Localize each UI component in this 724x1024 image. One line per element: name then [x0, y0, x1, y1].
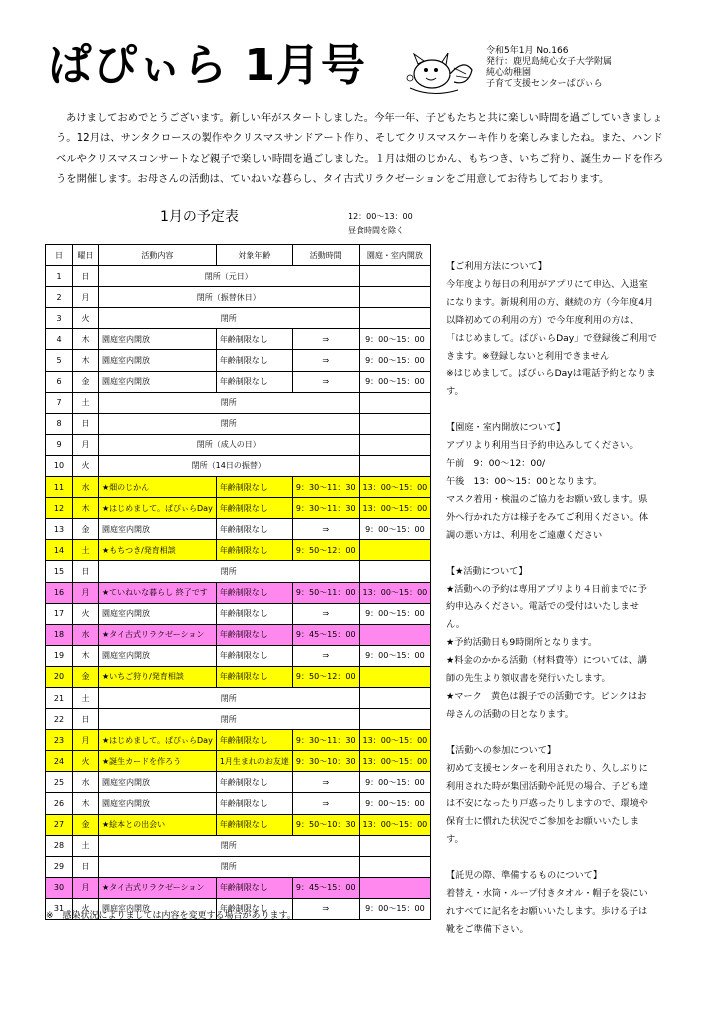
closed-cell: 閉所: [99, 687, 360, 708]
mascot-illustration: [402, 48, 478, 100]
info-line: ★料金のかかる活動（材料費等）については、講: [446, 655, 647, 667]
activity-cell: ★はじめまして。ぱぴぃらDay: [99, 498, 217, 519]
greeting-paragraph: あけましておめでとうございます。新しい年がスタートしました。今年一年、子どもたちと共に楽しい時間を過ごしていきましょう。12月は、サンタクロースの製作やクリスマスサンドアート作り、そしてクリスマスケーキ作りを楽しみましたね。また、ハンドベルやクリスマスコンサートなど親子で楽しい時間を過ごしました。１月は畑のじかん、もちつき、いちご狩り、誕生カードを作ろうを開催します。お母さんの活動は、ていねいな暮らし、タイ古式リラクゼーションをご用意してお待ちしております。: [56, 112, 664, 185]
info-section: [446, 867, 714, 939]
weekday-cell: 水: [73, 624, 99, 645]
day-cell: 9: [46, 434, 73, 455]
day-cell: 17: [46, 603, 73, 624]
info-line: 午後 13：00～15：00となります。: [446, 475, 603, 487]
footnote: ※ 感染状況によりましては内容を変更する場合があります。: [46, 911, 296, 921]
time-cell: ⇒: [292, 329, 359, 350]
table-row: [46, 287, 431, 308]
closed-cell: 閉所: [99, 413, 360, 434]
day-cell: 11: [46, 477, 73, 498]
day-cell: 8: [46, 413, 73, 434]
info-heading: 【★活動について】: [446, 565, 528, 577]
day-cell: 7: [46, 392, 73, 413]
open-hours-cell: [359, 624, 431, 645]
table-row: [46, 392, 431, 413]
open-hours-cell: [359, 434, 431, 455]
age-cell: 年齢制限なし: [216, 814, 292, 835]
day-cell: 5: [46, 350, 73, 371]
table-row: [46, 561, 431, 582]
age-cell: 年齢制限なし: [216, 772, 292, 793]
info-line: きます。※登録しないと利用できません: [446, 350, 610, 362]
table-header-row: [46, 245, 431, 266]
table-row: [46, 751, 431, 772]
age-cell: 年齢制限なし: [216, 877, 292, 898]
day-cell: 14: [46, 540, 73, 561]
day-cell: 28: [46, 835, 73, 856]
time-cell: ⇒: [292, 350, 359, 371]
activity-cell: ★もちつき/発育相談: [99, 540, 217, 561]
table-row: [46, 793, 431, 814]
day-cell: 19: [46, 645, 73, 666]
info-heading: 【活動への参加について】: [446, 744, 557, 756]
open-hours-cell: 13：00～15：00: [359, 814, 431, 835]
activity-cell: 園庭室内開放: [99, 898, 217, 919]
info-line: ★予約活動日も9時開所となります。: [446, 637, 598, 649]
info-line: 師の先生より領収書を発行いたします。: [446, 673, 611, 685]
weekday-cell: 金: [73, 519, 99, 540]
table-row: [46, 645, 431, 666]
activity-cell: ★絵本との出会い: [99, 814, 217, 835]
table-row: [46, 308, 431, 329]
activity-cell: ★誕生カードを作ろう: [99, 751, 217, 772]
day-cell: 10: [46, 455, 73, 476]
weekday-cell: 木: [73, 498, 99, 519]
col-header-time: 活動時間: [292, 245, 359, 266]
age-cell: 年齢制限なし: [216, 624, 292, 645]
weekday-cell: 金: [73, 814, 99, 835]
age-cell: 年齢制限なし: [216, 645, 292, 666]
time-cell: 9：45～15：00: [292, 624, 359, 645]
table-row: [46, 329, 431, 350]
weekday-cell: 月: [73, 877, 99, 898]
activity-cell: ★いちご狩り/発育相談: [99, 666, 217, 687]
weekday-cell: 木: [73, 645, 99, 666]
weekday-cell: 水: [73, 772, 99, 793]
info-section: [446, 563, 714, 724]
time-cell: 9：50～10：30: [292, 814, 359, 835]
col-header-age: 対象年齢: [216, 245, 292, 266]
weekday-cell: 日: [73, 413, 99, 434]
time-cell: 9：45～15：00: [292, 877, 359, 898]
age-cell: 年齢制限なし: [216, 793, 292, 814]
info-line: ★活動への予約は専用アプリより４日前までに予: [446, 583, 647, 595]
time-cell: 9：30～11：30: [292, 477, 359, 498]
info-line: ん。: [446, 619, 465, 631]
time-cell: 9：30～10：30: [292, 751, 359, 772]
age-cell: 年齢制限なし: [216, 519, 292, 540]
open-hours-cell: 9：00～15：00: [359, 645, 431, 666]
closed-cell: 閉所（元日）: [99, 266, 360, 287]
weekday-cell: 土: [73, 687, 99, 708]
day-cell: 22: [46, 709, 73, 730]
age-cell: 年齢制限なし: [216, 666, 292, 687]
open-hours-cell: [359, 561, 431, 582]
open-hours-cell: [359, 540, 431, 561]
info-line: 保育士に慣れた状況でご参加をお願いいたしま: [446, 816, 639, 828]
day-cell: 20: [46, 666, 73, 687]
open-hours-cell: 13：00～15：00: [359, 582, 431, 603]
day-cell: 3: [46, 308, 73, 329]
weekday-cell: 火: [73, 603, 99, 624]
open-hours-cell: 9：00～15：00: [359, 350, 431, 371]
info-line: は不安になったり戸惑ったりしますので、環境や: [446, 798, 648, 810]
age-cell: 年齢制限なし: [216, 582, 292, 603]
info-line: 利用された時が集団活動や託児の場合、子ども達: [446, 780, 649, 792]
open-hours-cell: [359, 666, 431, 687]
info-heading: 【託児の際、準備するものについて】: [446, 870, 603, 882]
closed-cell: 閉所（成人の日）: [99, 434, 360, 455]
info-line: 外へ行かれた方は様子をみてご利用ください。体: [446, 511, 649, 523]
day-cell: 18: [46, 624, 73, 645]
table-row: [46, 772, 431, 793]
info-section: [446, 742, 714, 849]
activity-cell: 園庭室内開放: [99, 350, 217, 371]
info-line: 午前 9：00～12：00/: [446, 458, 546, 470]
open-hours-cell: 9：00～15：00: [359, 519, 431, 540]
activity-cell: ★はじめまして。ぱぴぃらDay: [99, 730, 217, 751]
weekday-cell: 月: [73, 730, 99, 751]
info-line: 「はじめまして。ぱぴぃらDay」で登録後ご利用で: [446, 332, 657, 344]
pub-line: 発行：鹿児島純心女子大学附属: [486, 57, 613, 67]
time-cell: ⇒: [292, 793, 359, 814]
day-cell: 30: [46, 877, 73, 898]
day-cell: 12: [46, 498, 73, 519]
weekday-cell: 土: [73, 540, 99, 561]
open-hours-cell: 9：00～15：00: [359, 793, 431, 814]
day-cell: 4: [46, 329, 73, 350]
time-cell: ⇒: [292, 898, 359, 919]
info-line: アプリより利用当日予約申込みしてください。: [446, 440, 639, 452]
weekday-cell: 木: [73, 329, 99, 350]
closed-cell: 閉所: [99, 308, 360, 329]
activity-cell: ★ていねいな暮らし 終了です: [99, 582, 217, 603]
info-line: 今年度より毎日の利用がアプリにて申込、入退室: [446, 278, 648, 290]
day-cell: 31: [46, 898, 73, 919]
table-row: [46, 477, 431, 498]
age-cell: 年齢制限なし: [216, 730, 292, 751]
day-cell: 29: [46, 856, 73, 877]
day-cell: 1: [46, 266, 73, 287]
activity-cell: 園庭室内開放: [99, 329, 217, 350]
info-line: れすべてに記名をお願いいたします。歩ける子は: [446, 906, 648, 917]
info-section: [446, 258, 714, 401]
info-line: 初めて支援センターを利用されたり、久しぶりに: [446, 762, 648, 774]
weekday-cell: 日: [73, 856, 99, 877]
info-line: マスク着用・検温のご協力をお願い致します。県: [446, 493, 648, 505]
activity-cell: 園庭室内開放: [99, 772, 217, 793]
info-line: す。: [446, 834, 464, 846]
table-row: [46, 371, 431, 392]
open-hours-cell: [359, 709, 431, 730]
activity-cell: ★タイ古式リラクゼーション: [99, 624, 217, 645]
open-hours-cell: 13：00～15：00: [359, 730, 431, 751]
info-line: 母さんの活動の日となります。: [446, 708, 574, 720]
table-row: [46, 498, 431, 519]
open-hours-cell: 13：00～15：00: [359, 751, 431, 772]
weekday-cell: 木: [73, 793, 99, 814]
time-cell: ⇒: [292, 603, 359, 624]
pub-line: 純心幼稚園: [486, 68, 532, 78]
weekday-cell: 火: [73, 455, 99, 476]
info-line: になります。新規利用の方、継続の方（今年度4月: [446, 296, 654, 308]
closed-cell: 閉所: [99, 835, 360, 856]
day-cell: 23: [46, 730, 73, 751]
weekday-cell: 火: [73, 308, 99, 329]
weekday-cell: 火: [73, 751, 99, 772]
info-line: ★マーク 黄色は親子での活動です。ピンクはお: [446, 690, 647, 702]
open-hours-cell: 9：00～15：00: [359, 772, 431, 793]
schedule-table: [45, 244, 431, 920]
activity-cell: ★畑のじかん: [99, 477, 217, 498]
table-row: [46, 856, 431, 877]
table-row: [46, 687, 431, 708]
day-cell: 15: [46, 561, 73, 582]
schedule-note: [348, 210, 413, 238]
open-hours-cell: [359, 835, 431, 856]
open-hours-cell: [359, 392, 431, 413]
col-header-day: 日: [46, 245, 73, 266]
weekday-cell: 土: [73, 835, 99, 856]
weekday-cell: 金: [73, 371, 99, 392]
age-cell: 年齢制限なし: [216, 898, 292, 919]
publication-info: [486, 46, 612, 90]
weekday-cell: 火: [73, 898, 99, 919]
weekday-cell: 日: [73, 709, 99, 730]
weekday-cell: 月: [73, 434, 99, 455]
info-line: 靴をご準備下さい。: [446, 923, 529, 935]
weekday-cell: 月: [73, 582, 99, 603]
time-cell: 9：30～11：30: [292, 498, 359, 519]
open-hours-cell: [359, 308, 431, 329]
info-line: ※はじめまして。ぱぴぃらDayは電話予約となりま: [446, 368, 656, 380]
time-cell: 9：50～12：00: [292, 666, 359, 687]
table-row: [46, 540, 431, 561]
activity-cell: 園庭室内開放: [99, 603, 217, 624]
open-hours-cell: 9：00～15：00: [359, 898, 431, 919]
open-hours-cell: [359, 266, 431, 287]
age-cell: 1月生まれのお友達: [216, 751, 292, 772]
day-cell: 16: [46, 582, 73, 603]
activity-cell: 園庭室内開放: [99, 519, 217, 540]
age-cell: 年齢制限なし: [216, 477, 292, 498]
day-cell: 24: [46, 751, 73, 772]
time-cell: ⇒: [292, 519, 359, 540]
weekday-cell: 日: [73, 561, 99, 582]
newsletter-title: ぱぴぃら 1月号: [48, 40, 366, 91]
col-header-open: 園庭・室内開放: [359, 245, 431, 266]
open-hours-cell: [359, 287, 431, 308]
open-hours-cell: 13：00～15：00: [359, 477, 431, 498]
table-row: [46, 624, 431, 645]
day-cell: 25: [46, 772, 73, 793]
age-cell: 年齢制限なし: [216, 371, 292, 392]
closed-cell: 閉所（振替休日）: [99, 287, 360, 308]
table-row: [46, 434, 431, 455]
info-line: 約申込みください。電話での受付はいたしませ: [446, 601, 639, 613]
closed-cell: 閉所（14日の振替）: [99, 455, 360, 476]
col-header-weekday: 曜日: [73, 245, 99, 266]
open-hours-cell: 9：00～15：00: [359, 329, 431, 350]
open-hours-cell: [359, 455, 431, 476]
info-heading: 【園庭・室内開放について】: [446, 422, 566, 434]
day-cell: 21: [46, 687, 73, 708]
closed-cell: 閉所: [99, 709, 360, 730]
table-row: [46, 413, 431, 434]
closed-cell: 閉所: [99, 856, 360, 877]
note-line: 昼食時間を除く: [348, 226, 404, 235]
activity-cell: 園庭室内開放: [99, 645, 217, 666]
info-line: 着替え・水筒・ループ付きタオル・帽子を袋にい: [446, 888, 648, 900]
age-cell: 年齢制限なし: [216, 498, 292, 519]
table-row: [46, 835, 431, 856]
info-line: す。: [446, 386, 464, 398]
weekday-cell: 水: [73, 477, 99, 498]
open-hours-cell: [359, 687, 431, 708]
age-cell: 年齢制限なし: [216, 540, 292, 561]
open-hours-cell: 13：00～15：00: [359, 498, 431, 519]
day-cell: 2: [46, 287, 73, 308]
closed-cell: 閉所: [99, 392, 360, 413]
table-row: [46, 266, 431, 287]
table-row: [46, 814, 431, 835]
table-row: [46, 455, 431, 476]
time-cell: 9：30～11：30: [292, 730, 359, 751]
table-row: [46, 519, 431, 540]
table-row: [46, 877, 431, 898]
col-header-activity: 活動内容: [99, 245, 217, 266]
activity-cell: ★タイ古式リラクゼーション: [99, 877, 217, 898]
day-cell: 27: [46, 814, 73, 835]
age-cell: 年齢制限なし: [216, 350, 292, 371]
activity-cell: 園庭室内開放: [99, 793, 217, 814]
age-cell: 年齢制限なし: [216, 603, 292, 624]
weekday-cell: 日: [73, 266, 99, 287]
table-row: [46, 582, 431, 603]
weekday-cell: 木: [73, 350, 99, 371]
pub-line: 令和5年1月 No.166: [486, 46, 569, 56]
info-column: [446, 258, 714, 957]
day-cell: 13: [46, 519, 73, 540]
age-cell: 年齢制限なし: [216, 329, 292, 350]
open-hours-cell: [359, 856, 431, 877]
time-cell: ⇒: [292, 645, 359, 666]
info-heading: 【ご利用方法について】: [446, 261, 547, 272]
table-row: [46, 350, 431, 371]
open-hours-cell: [359, 877, 431, 898]
time-cell: 9：50～12：00: [292, 540, 359, 561]
day-cell: 26: [46, 793, 73, 814]
weekday-cell: 金: [73, 666, 99, 687]
time-cell: 9：50～11：00: [292, 582, 359, 603]
table-row: [46, 730, 431, 751]
table-row: [46, 603, 431, 624]
weekday-cell: 土: [73, 392, 99, 413]
pub-line: 子育て支援センターぱぴぃら: [486, 79, 603, 89]
weekday-cell: 月: [73, 287, 99, 308]
note-line: 12：00～13：00: [348, 212, 413, 221]
day-cell: 6: [46, 371, 73, 392]
time-cell: ⇒: [292, 371, 359, 392]
info-section: [446, 419, 714, 544]
closed-cell: 閉所: [99, 561, 360, 582]
open-hours-cell: 9：00～15：00: [359, 371, 431, 392]
table-row: [46, 666, 431, 687]
table-row: [46, 709, 431, 730]
open-hours-cell: [359, 413, 431, 434]
info-line: 調の悪い方は、利用をご遠慮ください: [446, 529, 603, 541]
open-hours-cell: 9：00～15：00: [359, 603, 431, 624]
time-cell: ⇒: [292, 772, 359, 793]
schedule-title: 1月の予定表: [160, 209, 239, 225]
activity-cell: 園庭室内開放: [99, 371, 217, 392]
info-line: 以降初めての利用の方）で今年度利用の方は、: [446, 314, 639, 326]
